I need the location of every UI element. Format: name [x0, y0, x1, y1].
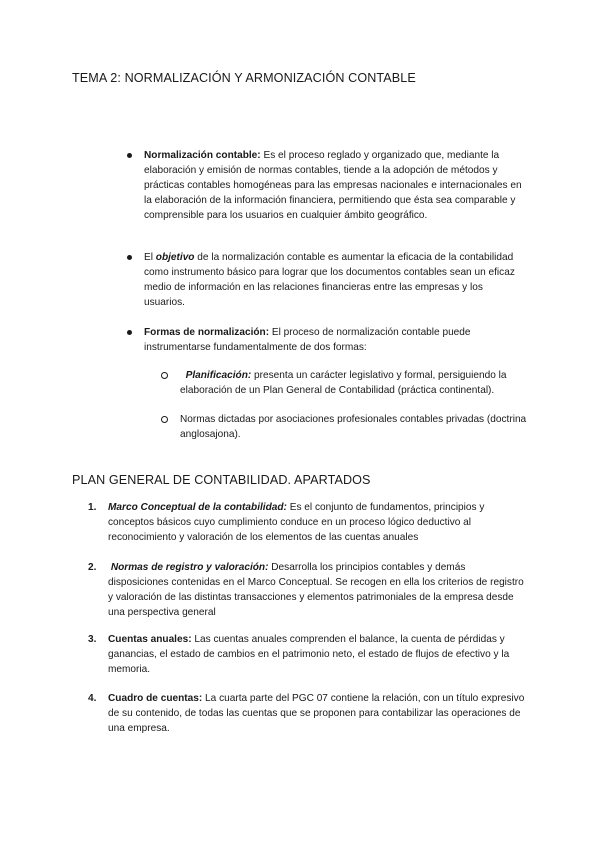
item-label: Cuadro de cuentas:: [108, 693, 203, 704]
numbered-list: [88, 691, 528, 736]
item-label: Formas de normalización:: [144, 327, 270, 338]
item-label: Cuentas anuales:: [108, 634, 192, 645]
list-item: [88, 500, 528, 545]
list-item: [144, 148, 524, 223]
list-item: [88, 691, 528, 736]
item-label: objetivo: [155, 252, 195, 263]
item-number: 2.: [88, 562, 97, 573]
list-item: [88, 632, 528, 677]
item-text: presenta un carácter legislativo y formal, persiguiendo la elaboración de un Plan General de Contabilidad (práctica continental).: [180, 370, 507, 396]
page-title: TEMA 2: NORMALIZACIÓN Y ARMONIZACIÓN CONTABLE: [72, 71, 416, 85]
item-label: Normalización contable:: [144, 150, 261, 161]
numbered-list: [88, 560, 528, 620]
list-item: [88, 560, 528, 620]
item-prefix: El: [144, 252, 156, 263]
bullet-dot-icon: [127, 153, 132, 158]
item-text: Es el conjunto de fundamentos, principios y conceptos básicos cuyo cumplimiento conduce en un proceso lógico deductivo al reconocimiento y valoración de los elementos de las cuentas anuales: [108, 502, 485, 543]
item-text: La cuarta parte del PGC 07 contiene la relación, con un título expresivo de su contenido, de todas las cuentas que se proponen para contabilizar las operaciones de una empresa.: [108, 693, 525, 734]
item-label: Normas de registro y valoración:: [110, 562, 269, 573]
bullet-circle-icon: [161, 372, 168, 379]
section-title: PLAN GENERAL DE CONTABILIDAD. APARTADOS: [72, 473, 371, 487]
item-label: Planificación:: [185, 370, 252, 381]
item-text: Normas dictadas por asociaciones profesionales contables privadas (doctrina anglosajona).: [180, 414, 527, 440]
numbered-list: [88, 500, 528, 545]
item-text: El proceso de normalización contable puede instrumentarse fundamentalmente de dos formas:: [144, 327, 471, 353]
sub-bullet-list: [180, 412, 530, 442]
item-number: 4.: [88, 693, 97, 704]
item-number: 3.: [88, 634, 97, 645]
list-item: [144, 325, 524, 355]
list-item: [144, 250, 524, 310]
item-text: Desarrolla los principios contables y demás disposiciones contenidas en el Marco Conceptual. Se recogen en ella los criterios de registro y valoración de las distintas transacciones y elementos patrimoniales de la empresa desde una perspectiva general: [108, 562, 524, 618]
bullet-dot-icon: [127, 330, 132, 335]
bullet-dot-icon: [127, 255, 132, 260]
item-number: 1.: [88, 502, 97, 513]
bullet-list: [144, 325, 524, 355]
item-text: Es el proceso reglado y organizado que, mediante la elaboración y emisión de normas contables, tiende a la adopción de métodos y prácticas contables homogéneas para las empresas nacionales e internacionales en la elaboración de la información financiera, permitiendo que ésta sea comparable y comprensible para los usuarios en cualquier ámbito geográfico.: [144, 150, 522, 221]
bullet-list: [144, 250, 524, 310]
sub-list-item: [180, 412, 530, 442]
sub-list-item: [180, 368, 530, 398]
item-text: de la normalización contable es aumentar la eficacia de la contabilidad como instrumento básico para lograr que los documentos contables sean un eficaz medio de información en las relaciones financieras entre las empresas y los usuarios.: [144, 252, 515, 308]
numbered-list: [88, 632, 528, 677]
sub-bullet-list: [180, 368, 530, 398]
bullet-list: [144, 148, 524, 223]
bullet-circle-icon: [161, 416, 168, 423]
item-text: Las cuentas anuales comprenden el balance, la cuenta de pérdidas y ganancias, el estado de cambios en el patrimonio neto, el estado de flujos de efectivo y la memoria.: [108, 634, 510, 675]
item-label: Marco Conceptual de la contabilidad:: [108, 502, 287, 513]
